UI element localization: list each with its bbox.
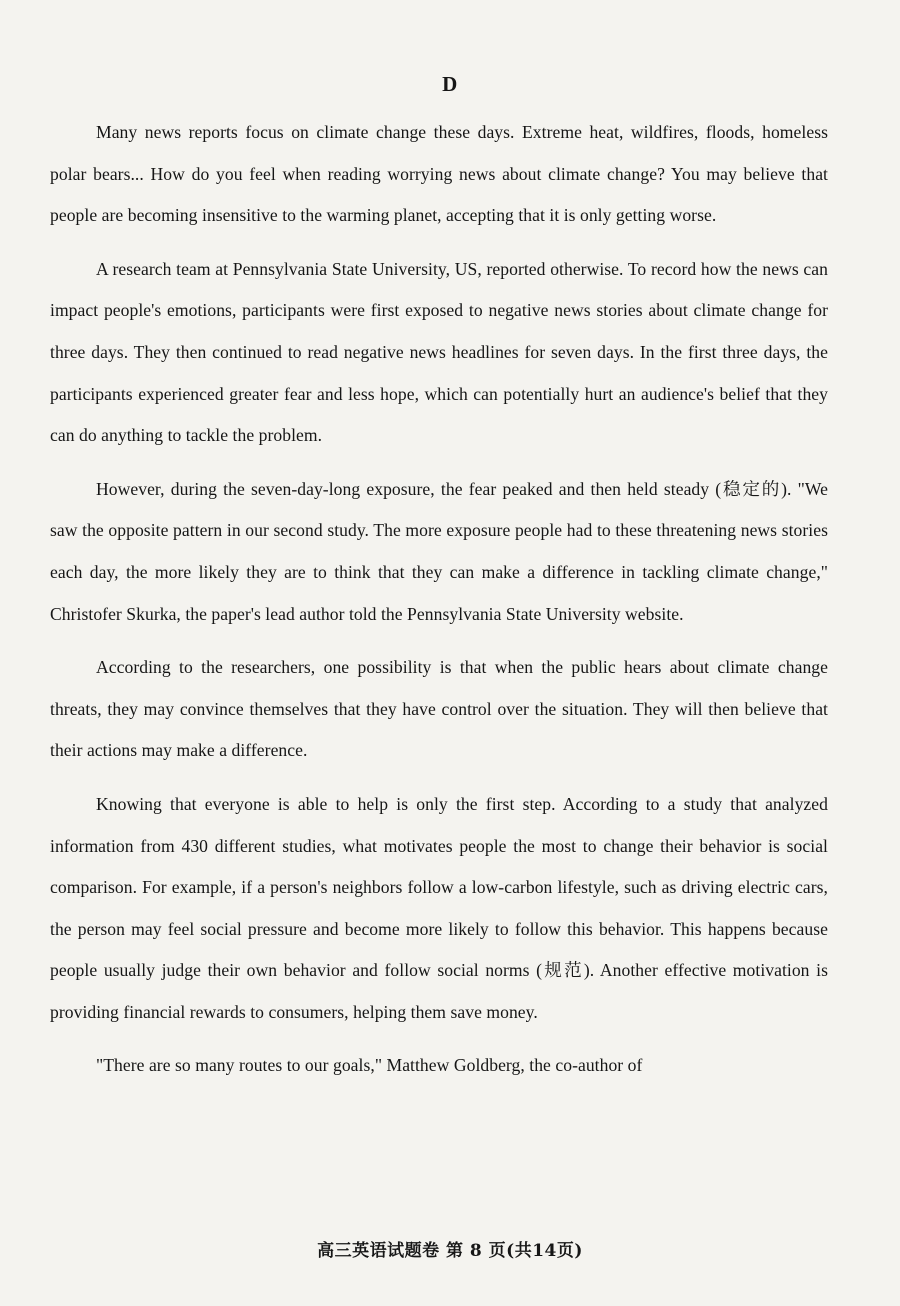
paragraph-5: Knowing that everyone is able to help is only the first step. According to a study that analyzed information from 430 different studies, what motivates people the most to change their behavior is social comparison. For example, if a person's neighbors follow a low-carbon lifestyle, such as driving electric cars, the person may feel social pressure and become more likely to follow this behavior. This happens because people usually judge their own behavior and follow social norms (规范). Another effective motivation is providing financial rewards to consumers, helping them save money. [50,793,828,1022]
section-heading: D [442,72,458,96]
paragraph-3: However, during the seven-day-long exposure, the fear peaked and then held steady (稳定的). "We saw the opposite pattern in our second study. The more exposure people had to these threatening news stories each day, the more likely they are to think that they can make a difference in tackling climate change," Christofer Skurka, the paper's lead author told the Pennsylvania State University website. [50,478,828,624]
page-footer: 高三英语试题卷 第 8 页(共14页) [317,1241,583,1261]
paragraph-1: Many news reports focus on climate change these days. Extreme heat, wildfires, floods, homeless polar bears... How do you feel when reading worrying news about climate change? You may believe that people are becoming insensitive to the warming planet, accepting that it is only getting worse. [50,122,828,226]
reading-passage [50,112,828,1099]
paragraph-2: A research team at Pennsylvania State University, US, reported otherwise. To record how the news can impact people's emotions, participants were first exposed to negative news stories about climate change for three days. They then continued to read negative news headlines for seven days. In the first three days, the participants experienced greater fear and less hope, which can potentially hurt an audience's belief that they can do anything to tackle the problem. [50,258,828,446]
paragraph-6: "There are so many routes to our goals," Matthew Goldberg, the co-author of [96,1055,643,1076]
paragraph-4: According to the researchers, one possibility is that when the public hears about climate change threats, they may convince themselves that they have control over the situation. They will then believe that their actions may make a difference. [50,657,828,761]
